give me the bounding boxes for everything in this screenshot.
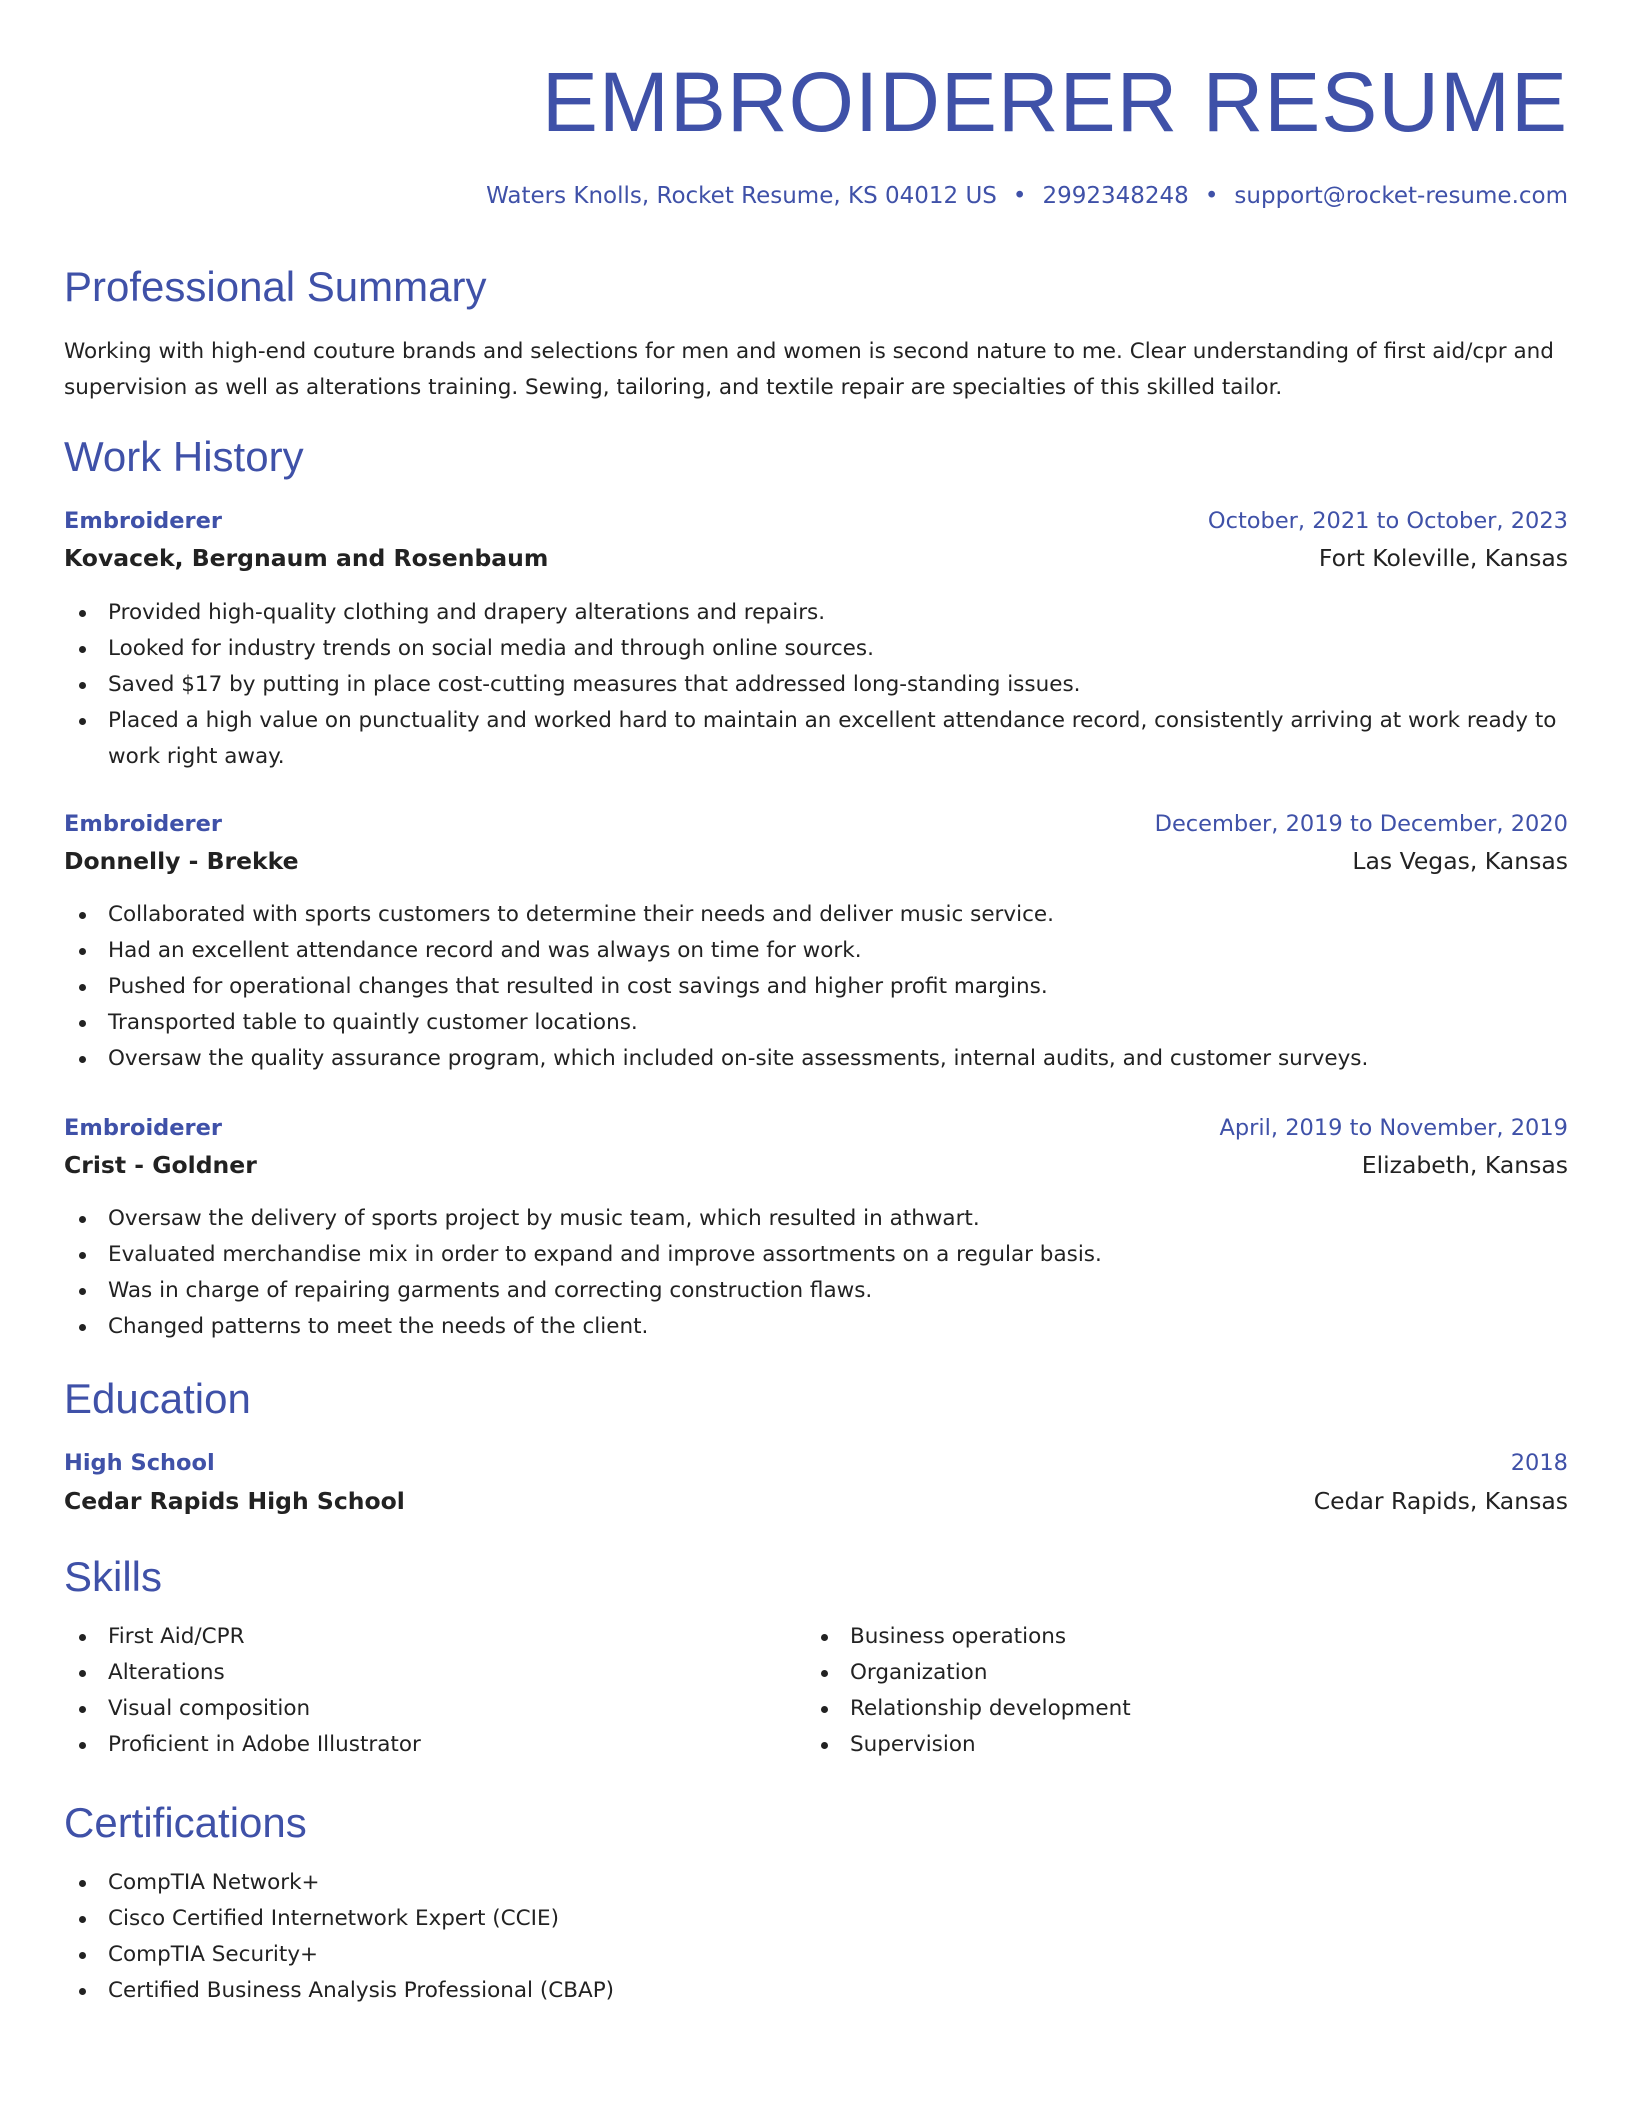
list-item: Proficient in Adobe Illustrator	[64, 1727, 764, 1763]
list-item: First Aid/CPR	[64, 1619, 764, 1655]
bullet-separator: •	[1012, 183, 1027, 209]
job-bullet-list	[64, 897, 1568, 1077]
section-heading-certifications: Certifications	[64, 1799, 307, 1846]
list-item: Changed patterns to meet the needs of the client.	[64, 1309, 1568, 1345]
section-heading-education: Education	[64, 1375, 251, 1422]
list-item: CompTIA Security+	[64, 1937, 1568, 1973]
list-item: Cisco Certified Internetwork Expert (CCIE)	[64, 1901, 1568, 1937]
job-dates: October, 2021 to October, 2023	[1207, 508, 1568, 534]
list-item: Supervision	[806, 1727, 1506, 1763]
education-location: Cedar Rapids, Kansas	[1313, 1487, 1568, 1515]
job-title: Embroiderer	[64, 811, 223, 837]
job-header-row	[64, 1110, 1568, 1146]
education-degree: High School	[64, 1450, 215, 1476]
job-company: Kovacek, Bergnaum and Rosenbaum	[64, 544, 549, 572]
list-item: Oversaw the quality assurance program, which included on-site assessments, internal audits, and customer surveys.	[64, 1041, 1568, 1077]
job-company: Donnelly - Brekke	[64, 847, 299, 875]
list-item: Was in charge of repairing garments and correcting construction flaws.	[64, 1273, 1568, 1309]
education-school-row	[64, 1483, 1568, 1519]
list-item: CompTIA Network+	[64, 1865, 1568, 1901]
contact-address: Waters Knolls, Rocket Resume, KS 04012 US	[486, 183, 997, 209]
certifications-list	[64, 1865, 1568, 2009]
job-dates: April, 2019 to November, 2019	[1219, 1115, 1568, 1141]
job-location: Las Vegas, Kansas	[1352, 847, 1568, 875]
list-item: Transported table to quaintly customer locations.	[64, 1005, 1568, 1041]
job-company-row	[64, 1147, 1568, 1183]
summary-text: Working with high-end couture brands and selections for men and women is second nature to me. Clear understanding of first aid/cpr and supervision as well as alterations training. Sewing, tailoring, and textile repair are specialties of this skilled tailor.	[64, 339, 1554, 400]
job-location: Fort Koleville, Kansas	[1318, 544, 1568, 572]
job-bullet-list	[64, 1201, 1568, 1345]
contact-email: support@rocket-resume.com	[1234, 183, 1568, 209]
list-item: Provided high-quality clothing and drapery alterations and repairs.	[64, 595, 1568, 631]
section-heading-summary: Professional Summary	[64, 263, 487, 310]
list-item: Had an excellent attendance record and was always on time for work.	[64, 933, 1568, 969]
list-item: Alterations	[64, 1655, 764, 1691]
education-school: Cedar Rapids High School	[64, 1487, 405, 1515]
list-item: Pushed for operational changes that resulted in cost savings and higher profit margins.	[64, 969, 1568, 1005]
section-heading-skills: Skills	[64, 1553, 163, 1600]
list-item: Visual composition	[64, 1691, 764, 1727]
list-item: Business operations	[806, 1619, 1506, 1655]
list-item: Relationship development	[806, 1691, 1506, 1727]
job-company: Crist - Goldner	[64, 1151, 257, 1179]
contact-line	[486, 180, 1568, 212]
education-header-row	[64, 1445, 1568, 1481]
list-item: Certified Business Analysis Professional (CBAP)	[64, 1973, 1568, 2009]
bullet-separator: •	[1204, 183, 1219, 209]
list-item: Placed a high value on punctuality and worked hard to maintain an excellent attendance record, consistently arriving at work ready to work right away.	[64, 703, 1568, 775]
contact-phone: 2992348248	[1042, 183, 1189, 209]
job-title: Embroiderer	[64, 1115, 223, 1141]
education-year: 2018	[1510, 1450, 1568, 1476]
job-location: Elizabeth, Kansas	[1361, 1151, 1568, 1179]
resume-title: EMBROIDERER RESUME	[541, 55, 1568, 149]
job-company-row	[64, 540, 1568, 576]
job-dates: December, 2019 to December, 2020	[1154, 811, 1568, 837]
skills-list-right	[806, 1619, 1506, 1763]
list-item: Oversaw the delivery of sports project by music team, which resulted in athwart.	[64, 1201, 1568, 1237]
list-item: Collaborated with sports customers to determine their needs and deliver music service.	[64, 897, 1568, 933]
job-header-row	[64, 503, 1568, 539]
job-company-row	[64, 843, 1568, 879]
section-heading-work-history: Work History	[64, 433, 304, 480]
job-bullet-list	[64, 595, 1568, 775]
list-item: Looked for industry trends on social media and through online sources.	[64, 631, 1568, 667]
list-item: Saved $17 by putting in place cost-cutting measures that addressed long-standing issues.	[64, 667, 1568, 703]
job-header-row	[64, 806, 1568, 842]
job-title: Embroiderer	[64, 508, 223, 534]
skills-list-left	[64, 1619, 764, 1763]
list-item: Evaluated merchandise mix in order to expand and improve assortments on a regular basis.	[64, 1237, 1568, 1273]
list-item: Organization	[806, 1655, 1506, 1691]
